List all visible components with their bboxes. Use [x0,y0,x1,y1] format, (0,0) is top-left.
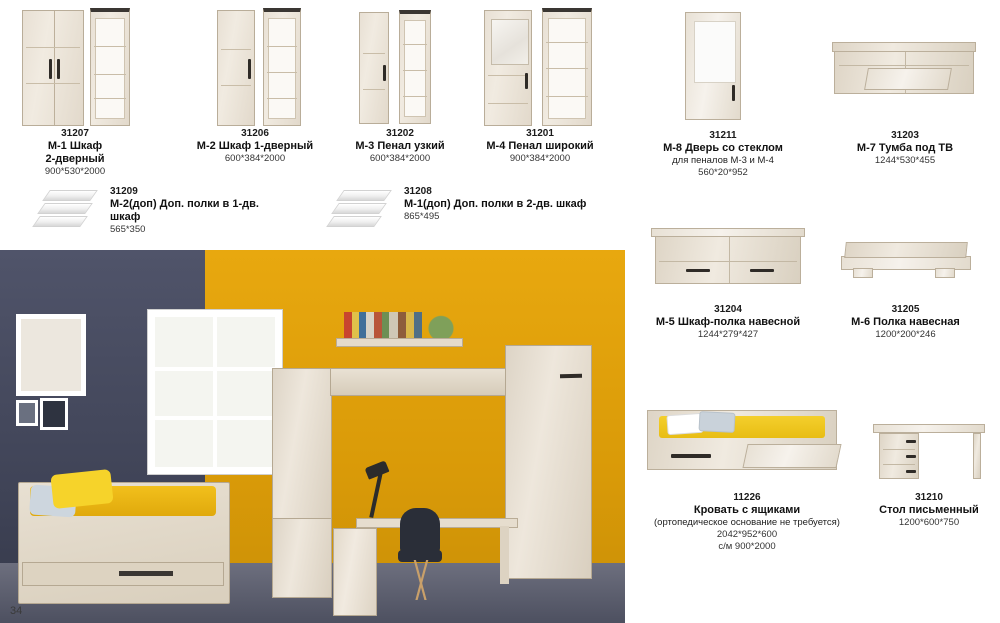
wall-shelf-bracket-right [935,268,955,278]
wall-cabinet-top [651,228,805,237]
product-tile-31209[interactable] [22,186,292,236]
product-dimensions-mattress: с/м 900*2000 [718,541,776,552]
product-dimensions: 1244*279*427 [697,329,759,340]
product-name-line1: М-1(доп) Доп. полки в 2-дв. шкаф [404,198,587,210]
photo-wardrobe-right [505,345,592,579]
product-tile-31206[interactable] [185,6,325,165]
product-dimensions: 565*350 [110,224,146,235]
wall-shelf-bracket-left [853,268,873,278]
product-name-line1: М-2 Шкаф 1-дверный [196,140,314,152]
desk-top [873,424,985,433]
photo-bed-drawer [22,562,224,586]
right-product-column [625,0,1000,623]
product-dimensions: 600*384*2000 [224,153,286,164]
door-glass-panel [694,21,736,83]
wardrobe-1door-body [217,10,255,126]
product-name: Стол письменный [879,504,979,516]
product-dimensions: 900*384*2000 [509,153,571,164]
product-code: 31210 [915,492,943,503]
photo-desk-leg [500,526,509,584]
product-code: 31203 [891,130,919,141]
product-name-line2: 2-дверный [45,153,105,165]
product-dimensions: 600*384*2000 [369,153,431,164]
product-tile-31204[interactable] [643,212,813,341]
product-tile-31202[interactable] [335,6,465,165]
photo-plant [428,314,454,338]
product-dimensions: 900*530*2000 [44,166,106,177]
product-tile-31203[interactable] [820,8,990,167]
product-code: 31202 [386,128,414,139]
product-image-31211 [643,8,803,130]
product-code: 31208 [404,186,432,197]
product-name: М-5 Шкаф-полка навесной [655,316,801,328]
product-tile-11226[interactable] [637,392,857,553]
photo-drawer-unit [272,518,332,598]
product-code: 31207 [61,128,89,139]
product-code: 31205 [891,304,920,315]
product-image-31210 [865,392,993,492]
photo-picture-frame [16,314,86,396]
wall-cabinet-body [655,234,801,284]
photo-wardrobe-left [272,368,332,520]
product-image-31205 [823,212,988,304]
photo-picture-frame-tiny [40,398,68,430]
product-tile-31210[interactable] [865,392,993,529]
product-image-11226 [637,392,857,492]
photo-window [148,310,282,474]
product-tile-31201[interactable] [470,6,610,165]
product-code: 31201 [526,128,554,139]
pencil-narrow-open [399,10,431,124]
product-name: М-7 Тумба под ТВ [856,142,954,154]
product-tile-31207[interactable] [10,6,140,178]
product-dimensions: 2042*952*600 [716,529,778,540]
wall-shelf-back [844,242,968,258]
bed-open-drawer [742,444,841,468]
desk-drawer-unit [879,433,919,479]
room-interior-photo [0,250,625,623]
bed-pillow-grey [699,411,736,433]
product-code: 31211 [709,130,737,141]
product-code: 31204 [714,304,742,315]
product-image-31206 [185,6,325,128]
product-dimensions: 560*20*952 [698,167,748,178]
glass-door-frame [685,12,741,120]
tv-stand-top [832,42,976,52]
product-dimensions: 865*495 [404,211,440,222]
product-tile-31205[interactable] [823,212,988,341]
photo-picture-frame-small [16,400,38,426]
photo-pillow-yellow [50,469,113,509]
product-dimensions: 1200*600*750 [898,517,960,528]
wardrobe-row [0,0,625,250]
product-code: 11226 [733,492,761,503]
product-name: Кровать с ящиками [693,504,801,516]
product-code: 31206 [241,128,269,139]
pencil-narrow-body [359,12,389,124]
product-image-31207 [10,6,140,128]
product-code: 31209 [110,186,138,197]
product-image-31202 [335,6,465,128]
desk-leg [973,433,981,479]
product-image-31201 [470,6,610,128]
product-dimensions: 1244*530*455 [874,155,936,166]
tv-stand-open-drawer [864,68,952,90]
product-name-line1: М-4 Пенал широкий [486,140,594,152]
wardrobe-1door-open [263,8,301,126]
wardrobe-2door-body [22,10,84,126]
photo-pedestal [333,528,377,616]
photo-books [344,312,422,338]
product-image-31203 [820,8,990,130]
photo-bridge-cabinet [330,368,510,396]
product-image-31204 [643,212,813,304]
product-name-line1: М-3 Пенал узкий [355,140,445,152]
product-name-line1: М-1 Шкаф [47,140,103,152]
product-dimensions: 1200*200*246 [875,329,936,340]
product-tile-31211[interactable] [643,8,803,179]
pencil-wide-open [542,8,592,126]
product-note: (ортопедическое основание не требуется) [654,517,840,528]
product-note: для пеналов М-3 и М-4 [672,155,774,166]
page-number: 34 [10,605,23,617]
photo-chair-back [400,508,440,554]
product-tile-31208[interactable] [318,186,608,223]
product-name-line1: М-2(доп) Доп. полки в 1-дв. шкаф [110,198,259,223]
product-image-31209 [32,190,102,234]
product-image-31208 [326,190,396,234]
pencil-wide-body [484,10,532,126]
product-name: М-8 Дверь со стеклом [663,142,783,154]
product-name: М-6 Полка навесная [851,316,960,328]
wardrobe-open-body [90,8,130,126]
photo-chair-legs [398,560,444,600]
photo-wall-shelf [336,338,463,347]
